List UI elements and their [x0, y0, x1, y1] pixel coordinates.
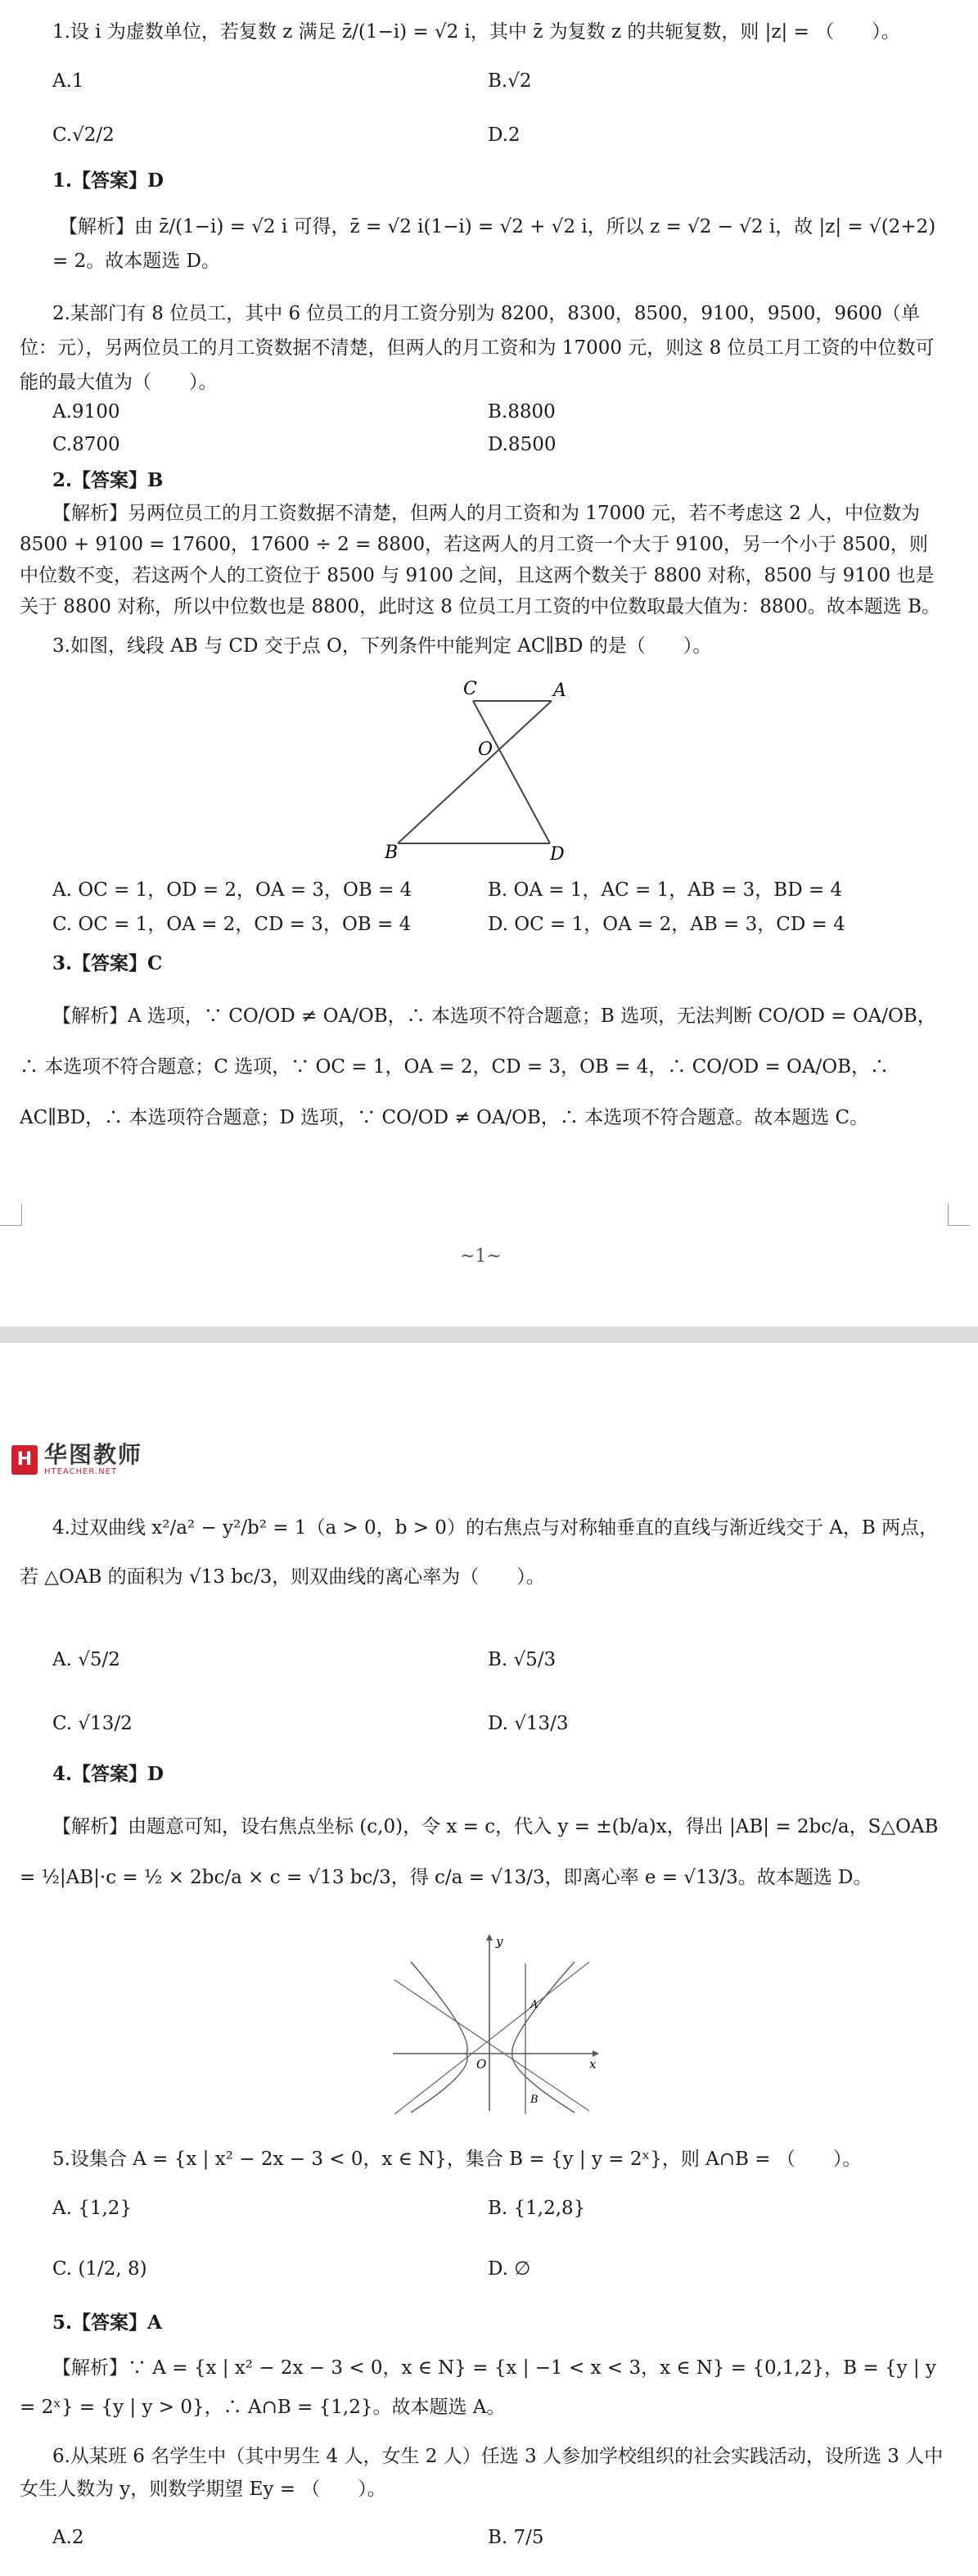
q5-option-a: A. {1,2} — [52, 2198, 133, 2219]
q4-option-d: D. √13/3 — [488, 1713, 569, 1734]
q1-option-d: D.2 — [488, 124, 521, 146]
q1-analysis: 【解析】由 z̄/(1−i) = √2 i 可得，z̄ = √2 i(1−i) = √2 + √2 i，所以 z = √2 − √2 i，故 |z| = √(2+2) = 2。故本题选 D。 — [52, 216, 936, 272]
q2-option-b: B.8800 — [488, 401, 556, 423]
label-b: B — [530, 2094, 539, 2106]
label-y: y — [496, 1934, 503, 1949]
q4-stem: 4.过双曲线 x²/a² − y²/b² = 1（a > 0，b > 0）的右焦点与对称轴垂直的直线与渐近线交于 A，B 两点，若 △OAB 的面积为 √13 bc/3，则双曲线的离心率为（ ）。 — [20, 1517, 939, 1588]
q4-answer: 4.【答案】D — [52, 1763, 164, 1785]
logo-name: 华图教师 — [44, 1441, 143, 1468]
margin-corner-left — [0, 1204, 22, 1226]
q2-option-a: A.9100 — [52, 401, 120, 423]
q3-option-b: B. OA = 1，AC = 1，AB = 3，BD = 4 — [488, 879, 843, 901]
q3-figure — [368, 671, 606, 868]
q2-option-c: C.8700 — [52, 434, 120, 455]
label-d: D — [550, 844, 565, 865]
q1-stem: 1.设 i 为虚数单位，若复数 z 满足 z̄/(1−i) = √2 i，其中 z̄ 为复数 z 的共轭复数，则 |z| = （ ）。 — [52, 21, 900, 43]
q6-option-a: A.2 — [52, 2527, 84, 2548]
q3-option-d: D. OC = 1，OA = 2，AB = 3，CD = 4 — [488, 914, 845, 935]
label-o: O — [478, 739, 494, 760]
q3-option-c: C. OC = 1，OA = 2，CD = 3，OB = 4 — [52, 914, 412, 935]
q2-analysis: 【解析】另两位员工的月工资数据不清楚，但两人的月工资和为 17000 元，若不考虑这 2 人，中位数为 8500 + 9100 = 17600，17600 ÷ 2 = 8800，若这两人的月工资一个大于 9100，另一个小于 8500，则中位数不变，若这两个人的工资位于 8500 与 9100 之间，且这两个数关于 8800 对称，8500 与 9100 也是关于 8800 对称，所以中位数也是 8800，此时这 8 位员工月工资的中位数取最大值为：8800。故本题选 B。 — [20, 503, 941, 617]
q3-stem: 3.如图，线段 AB 与 CD 交于点 O，下列条件中能判定 AC∥BD 的是（ ）。 — [52, 635, 712, 657]
q5-answer: 5.【答案】A — [52, 2312, 162, 2334]
hyperbola-left-branch — [411, 1962, 467, 2113]
hteacher-logo — [11, 1443, 142, 1476]
page-gap — [0, 1326, 978, 1343]
q2-option-d: D.8500 — [488, 434, 557, 455]
q4-figure — [385, 1929, 606, 2119]
label-x: x — [589, 2057, 597, 2072]
logo-site: HTEACHER.NET — [44, 1467, 118, 1476]
label-b: B — [385, 843, 399, 863]
q1-option-b: B.√2 — [488, 70, 532, 92]
q6-stem: 6.从某班 6 名学生中（其中男生 4 人，女生 2 人）任选 3 人参加学校组织的社会实践活动，设所选 3 人中女生人数为 y，则数学期望 Ey = （ ）。 — [20, 2446, 944, 2500]
q5-stem: 5.设集合 A = {x | x² − 2x − 3 < 0，x ∈ N}，集合 B = {y | y = 2ˣ}，则 A∩B = （ ）。 — [52, 2149, 862, 2170]
q4-option-a: A. √5/2 — [52, 1649, 120, 1670]
q4-option-c: C. √13/2 — [52, 1713, 133, 1734]
q1-option-a: A.1 — [52, 70, 84, 92]
label-o: O — [476, 2057, 487, 2072]
page-number: ~1~ — [460, 1246, 502, 1267]
q1-option-c: C.√2/2 — [52, 124, 115, 146]
label-a: A — [530, 1999, 539, 2011]
q4-analysis: 【解析】由题意可知，设右焦点坐标 (c,0)，令 x = c，代入 y = ±(b/a)x，得出 |AB| = 2bc/a，S△OAB = ½|AB|·c = ½ × 2bc/a × c = √13 bc/3，得 c/a = √13/3，即离心率 e = √13/3。故本题选 D。 — [20, 1816, 939, 1888]
q2-answer: 2.【答案】B — [52, 469, 164, 491]
segment-cd — [473, 701, 550, 843]
label-a: A — [553, 680, 566, 701]
margin-corner-right — [948, 1204, 970, 1226]
q2-stem: 2.某部门有 8 位员工，其中 6 位员工的月工资分别为 8200，8300，8500，9100，9500，9600（单位：元），另两位员工的月工资数据不清楚，但两人的月工资和为 17000 元，则这 8 位员工月工资的中位数可能的最大值为（ ）。 — [20, 303, 935, 393]
q3-option-a: A. OC = 1，OD = 2，OA = 3，OB = 4 — [52, 879, 412, 901]
q1-answer: 1.【答案】D — [52, 169, 164, 192]
q5-analysis: 【解析】∵ A = {x | x² − 2x − 3 < 0，x ∈ N} = {x | −1 < x < 3，x ∈ N} = {0,1,2}，B = {y | y = 2ˣ} = {y | y > 0}，∴ A∩B = {1,2}。故本题选 A。 — [20, 2357, 936, 2418]
y-axis-arrow-icon — [486, 1934, 493, 1941]
segment-ab — [398, 701, 552, 843]
q3-analysis: 【解析】A 选项，∵ CO/OD ≠ OA/OB，∴ 本选项不符合题意；B 选项，无法判断 CO/OD = OA/OB，∴ 本选项不符合题意；C 选项，∵ OC = 1，OA = 2，CD = 3，OB = 4，∴ CO/OD = OA/OB，∴ AC∥BD，∴ 本选项符合题意；D 选项，∵ CO/OD ≠ OA/OB，∴ 本选项不符合题意。故本题选 C。 — [20, 1006, 936, 1128]
q5-option-d: D. ∅ — [488, 2258, 531, 2280]
q5-option-c: C. (1/2, 8) — [52, 2258, 147, 2280]
x-axis-arrow-icon — [593, 2050, 599, 2057]
hyperbola-right-branch — [512, 1962, 575, 2113]
q4-option-b: B. √5/3 — [488, 1649, 557, 1670]
label-c: C — [463, 679, 477, 699]
q3-answer: 3.【答案】C — [52, 952, 163, 974]
logo-mark-icon: H — [11, 1445, 38, 1475]
q6-option-b: B. 7/5 — [488, 2527, 544, 2548]
q5-option-b: B. {1,2,8} — [488, 2198, 586, 2219]
